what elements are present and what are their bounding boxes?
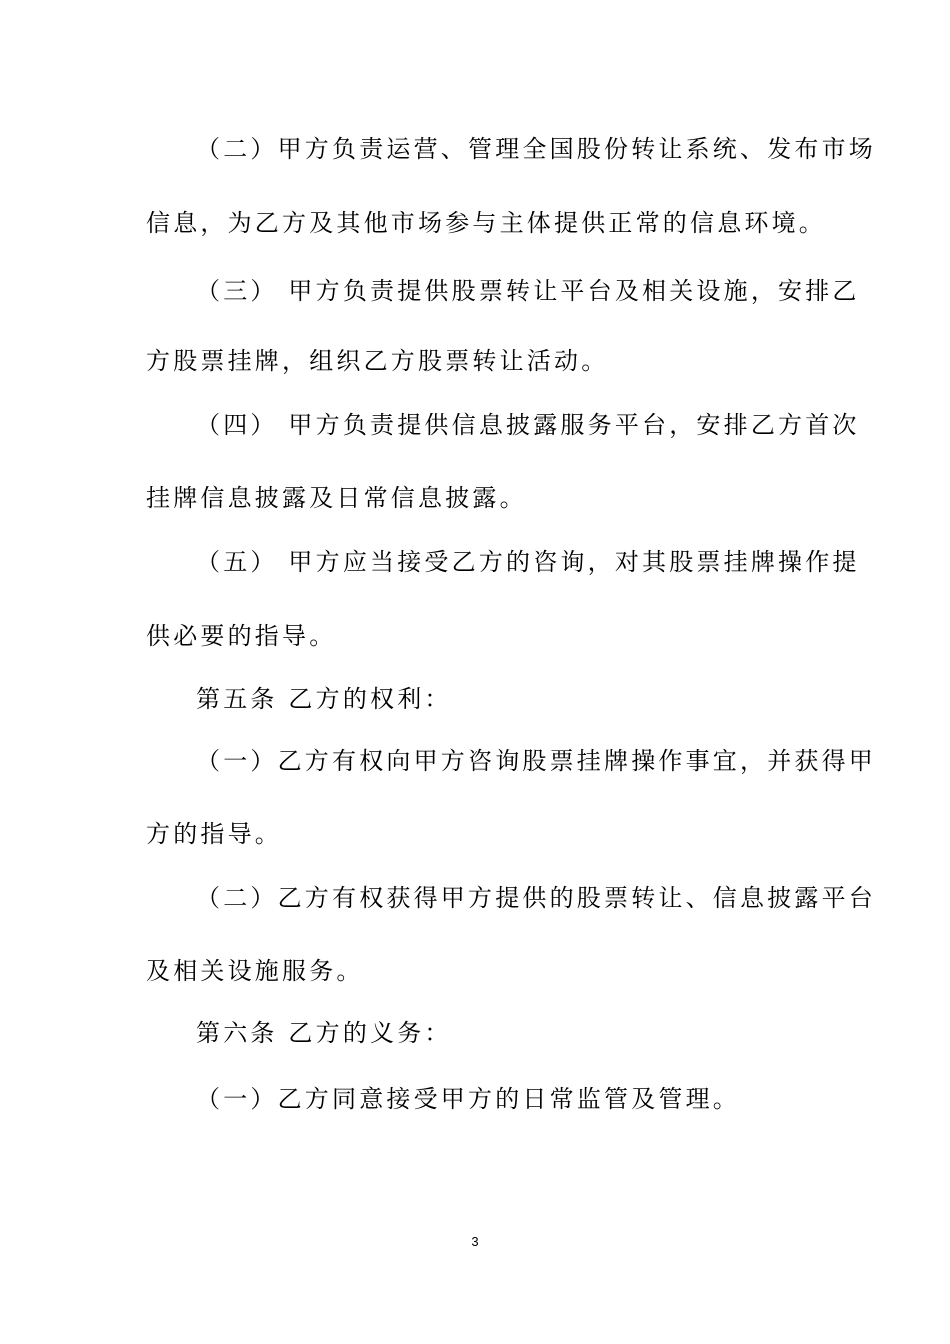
paragraph-line: 信息，为乙方及其他市场参与主体提供正常的信息环境。 (146, 209, 826, 237)
paragraph-line: 方的指导。 (146, 820, 282, 848)
article-heading: 第五条 乙方的权利： (196, 685, 452, 713)
paragraph-line: （五） 甲方应当接受乙方的咨询，对其股票挂牌操作提 (196, 548, 860, 576)
article-heading: 第六条 乙方的义务： (196, 1019, 452, 1047)
paragraph-line: （二）甲方负责运营、管理全国股份转让系统、发布市场 (196, 135, 876, 163)
paragraph-line: （一）乙方同意接受甲方的日常监管及管理。 (196, 1085, 740, 1113)
paragraph-line: （四） 甲方负责提供信息披露服务平台，安排乙方首次 (196, 411, 860, 439)
paragraph-line: 供必要的指导。 (146, 622, 337, 650)
paragraph-line: 方股票挂牌，组织乙方股票转让活动。 (146, 347, 609, 375)
paragraph-line: （三） 甲方负责提供股票转让平台及相关设施，安排乙 (196, 277, 860, 305)
paragraph-line: （二）乙方有权获得甲方提供的股票转让、信息披露平台 (196, 884, 876, 912)
page-number: 3 (471, 1234, 479, 1249)
paragraph-line: 挂牌信息披露及日常信息披露。 (146, 484, 527, 512)
paragraph-line: （一）乙方有权向甲方咨询股票挂牌操作事宜，并获得甲 (196, 747, 876, 775)
paragraph-line: 及相关设施服务。 (146, 957, 364, 985)
